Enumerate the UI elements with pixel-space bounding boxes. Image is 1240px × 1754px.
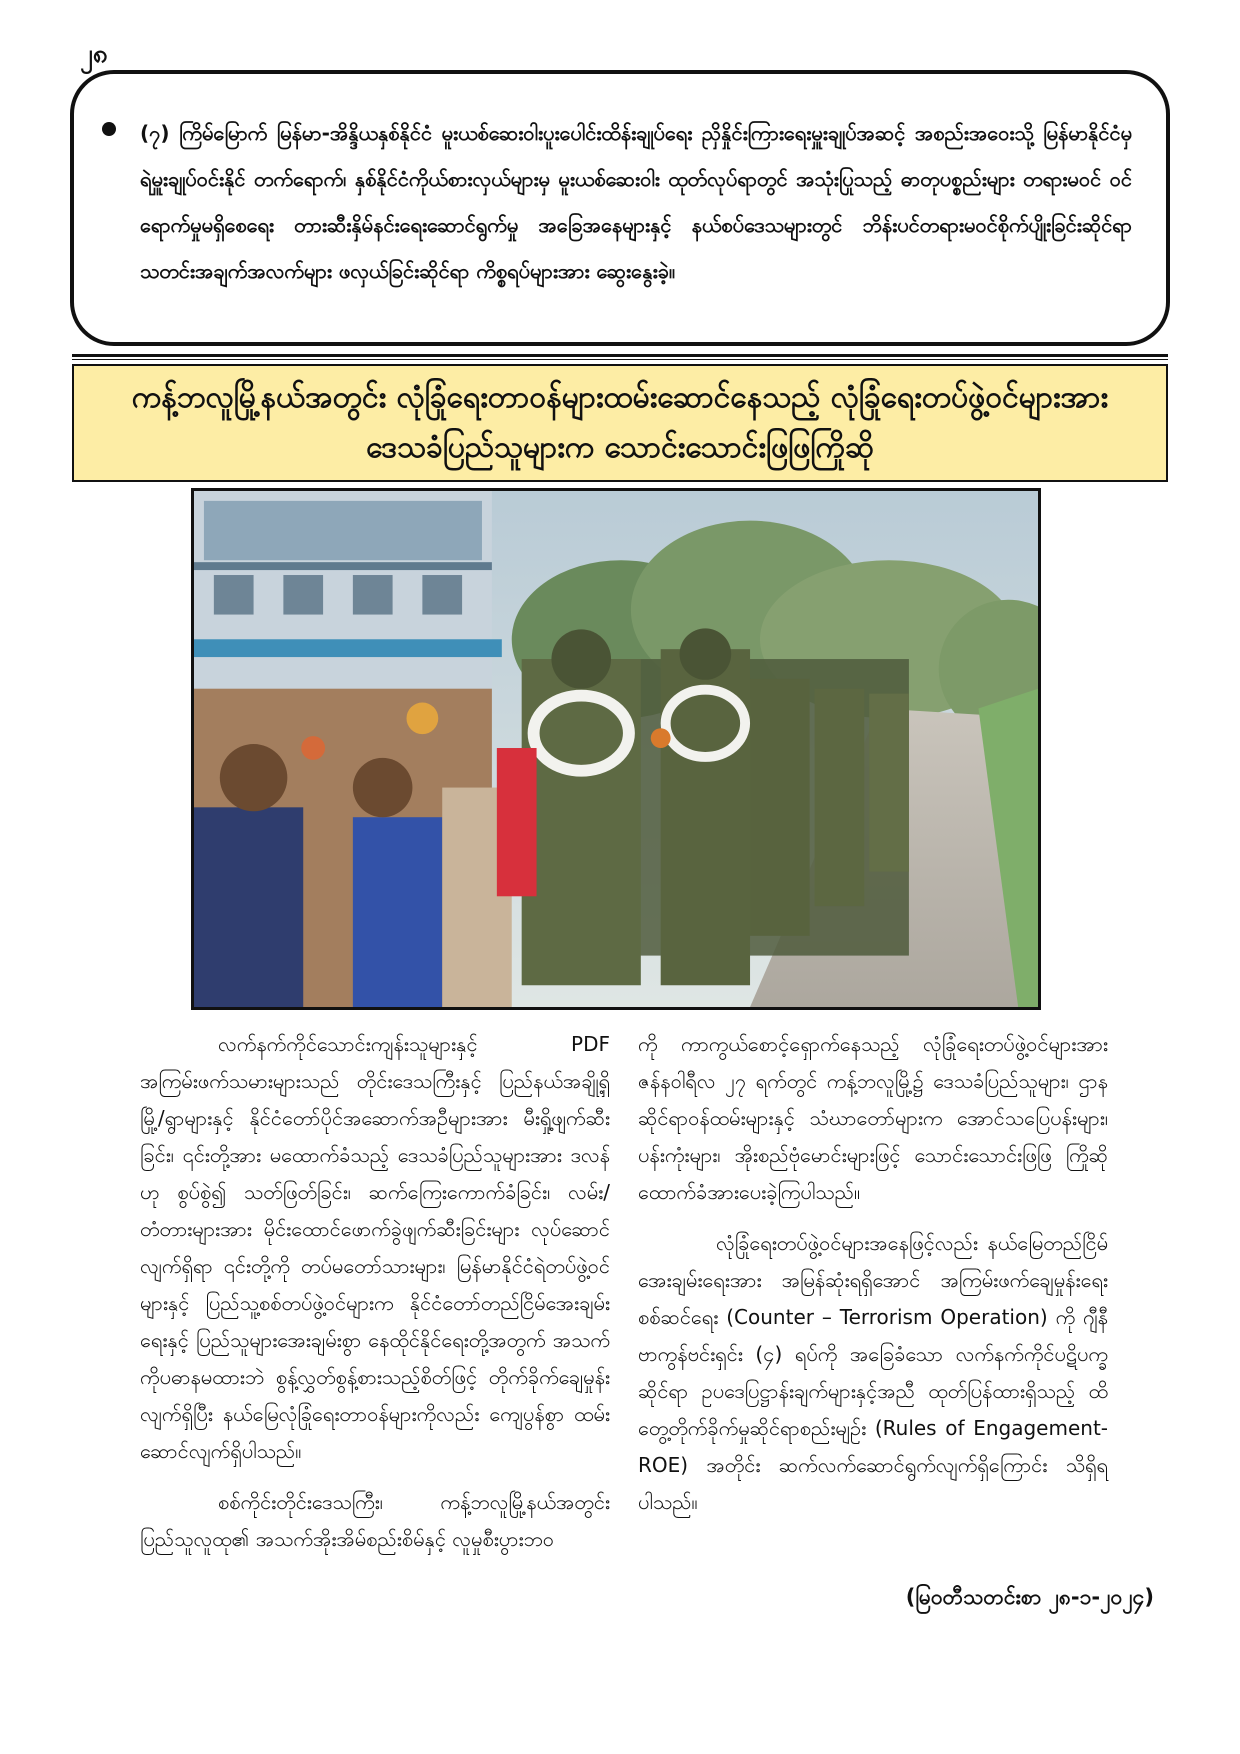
section-divider <box>72 354 1168 357</box>
section-divider-thin <box>72 359 1168 360</box>
bullet-note-text: (၇) ကြိမ်မြောက် မြန်မာ-အိန္ဒိယနှစ်နိုင်ငံ မူးယစ်ဆေးဝါးပူးပေါင်းထိန်းချုပ်ရေး ညှိနှိုင်းကြားရေးမှူးချုပ်အဆင့် အစည်းအဝေးသို့ မြန်မာနိုင်ငံမှ ရဲမှူးချုပ်ဝင်းနိုင် တက်ရောက်၊ နှစ်နိုင်ငံကိုယ်စားလှယ်များမှ မူးယစ်ဆေးဝါး ထုတ်လုပ်ရာတွင် အသုံးပြုသည့် ဓာတုပစ္စည်းများ တရားမဝင် ဝင်ရောက်မှုမရှိစေရေး တားဆီးနှိမ်နင်းရေးဆောင်ရွက်မှု အခြေအနေများနှင့် နယ်စပ်ဒေသများတွင် ဘိန်းပင်တရားမဝင်စိုက်ပျိုးခြင်းဆိုင်ရာ သတင်းအချက်အလက်များ ဖလှယ်ခြင်းဆိုင်ရာ ကိစ္စရပ်များအား ဆွေးနွေးခဲ့။ <box>140 121 1132 283</box>
article-photo <box>191 488 1041 1010</box>
article-headline: ကန့်ဘလူမြို့နယ်အတွင်း လုံခြုံရေးတာဝန်များထမ်းဆောင်နေသည့် လုံခြုံရေးတပ်ဖွဲ့ဝင်များအား ဒေသခံပြည်သူများက သောင်းသောင်းဖြဖြကြိုဆို <box>131 380 1109 465</box>
article-paragraph: စစ်ကိုင်းတိုင်းဒေသကြီး၊ ကန့်ဘလူမြို့နယ်အတွင်း ပြည်သူလူထု၏ အသက်အိုးအိမ်စည်းစိမ်နှင့် လူမှုစီးပွားဘဝ <box>140 1490 610 1551</box>
article-paragraph: ကို ကာကွယ်စောင့်ရှောက်နေသည့် လုံခြုံရေးတပ်ဖွဲ့ဝင်များအား ဇန်နဝါရီလ ၂၇ ရက်တွင် ကန့်ဘလူမြို့၌ ဒေသခံပြည်သူများ၊ ဌာနဆိုင်ရာဝန်ထမ်းများနှင့် သံဃာတော်များက အောင်သပြေပန်းများ၊ ပန်းကုံးများ၊ အိုးစည်ဗုံမောင်းများဖြင့် သောင်းသောင်းဖြဖြ ကြိုဆိုထောက်ခံအားပေးခဲ့ကြပါသည်။ <box>638 1032 1108 1204</box>
article-paragraph: လက်နက်ကိုင်သောင်းကျန်းသူများနှင့် PDF အကြမ်းဖက်သမားများသည် တိုင်းဒေသကြီးနှင့် ပြည်နယ်အချို့ရှိ မြို့/ရွာများနှင့် နိုင်ငံတော်ပိုင်အဆောက်အဦများအား မီးရှို့ဖျက်ဆီးခြင်း၊ ၎င်းတို့အား မထောက်ခံသည့် ဒေသခံပြည်သူများအား ဒလန်ဟု စွပ်စွဲ၍ သတ်ဖြတ်ခြင်း၊ ဆက်ကြေးကောက်ခံခြင်း၊ လမ်း/တံတားများအား မိုင်းထောင်ဖောက်ခွဲဖျက်ဆီးခြင်းများ လုပ်ဆောင်လျက်ရှိရာ ၎င်းတို့ကို တပ်မတော်သားများ၊ မြန်မာနိုင်ငံရဲတပ်ဖွဲ့ဝင်များနှင့် ပြည်သူ့စစ်တပ်ဖွဲ့ဝင်များက နိုင်ငံတော်တည်ငြိမ်အေးချမ်းရေးနှင့် ပြည်သူများအေးချမ်းစွာ နေထိုင်နိုင်ရေးတို့အတွက် အသက်ကိုပဓာနမထားဘဲ စွန့်လွှတ်စွန့်စားသည့်စိတ်ဖြင့် တိုက်ခိုက်ချေမှုန်းလျက်ရှိပြီး နယ်မြေလုံခြုံရေးတာဝန်များကိုလည်း ကျေပွန်စွာ ထမ်းဆောင်လျက်ရှိပါသည်။ <box>140 1032 610 1463</box>
article-source: (မြဝတီသတင်းစာ ၂၈-၁-၂၀၂၄) <box>905 1585 1154 1609</box>
bullet-note-box <box>70 70 1170 346</box>
article-column-left <box>140 1026 610 1572</box>
article-column-right <box>638 1026 1108 1535</box>
bullet-dot-icon <box>102 122 116 136</box>
page-number: ၂၈ <box>80 39 108 69</box>
headline-box <box>72 364 1168 482</box>
article-paragraph: လုံခြုံရေးတပ်ဖွဲ့ဝင်များအနေဖြင့်လည်း နယ်မြေတည်ငြိမ်အေးချမ်းရေးအား အမြန်ဆုံးရရှိအောင် အကြမ်းဖက်ချေမှုန်းရေးစစ်ဆင်ရေး (Counter – Terrorism Operation) ကို ဂျီနီဗာကွန်ဗင်းရှင်း (၄) ရပ်ကို အခြေခံသော လက်နက်ကိုင်ပဋိပက္ခဆိုင်ရာ ဥပဒေပြဋ္ဌာန်းချက်များနှင့်အညီ ထုတ်ပြန်ထားရှိသည့် ထိတွေ့တိုက်ခိုက်မှုဆိုင်ရာစည်းမျဉ်း (Rules of Engagement-ROE) အတိုင်း ဆက်လက်ဆောင်ရွက်လျက်ရှိကြောင်း သိရှိရပါသည်။ <box>638 1231 1108 1514</box>
